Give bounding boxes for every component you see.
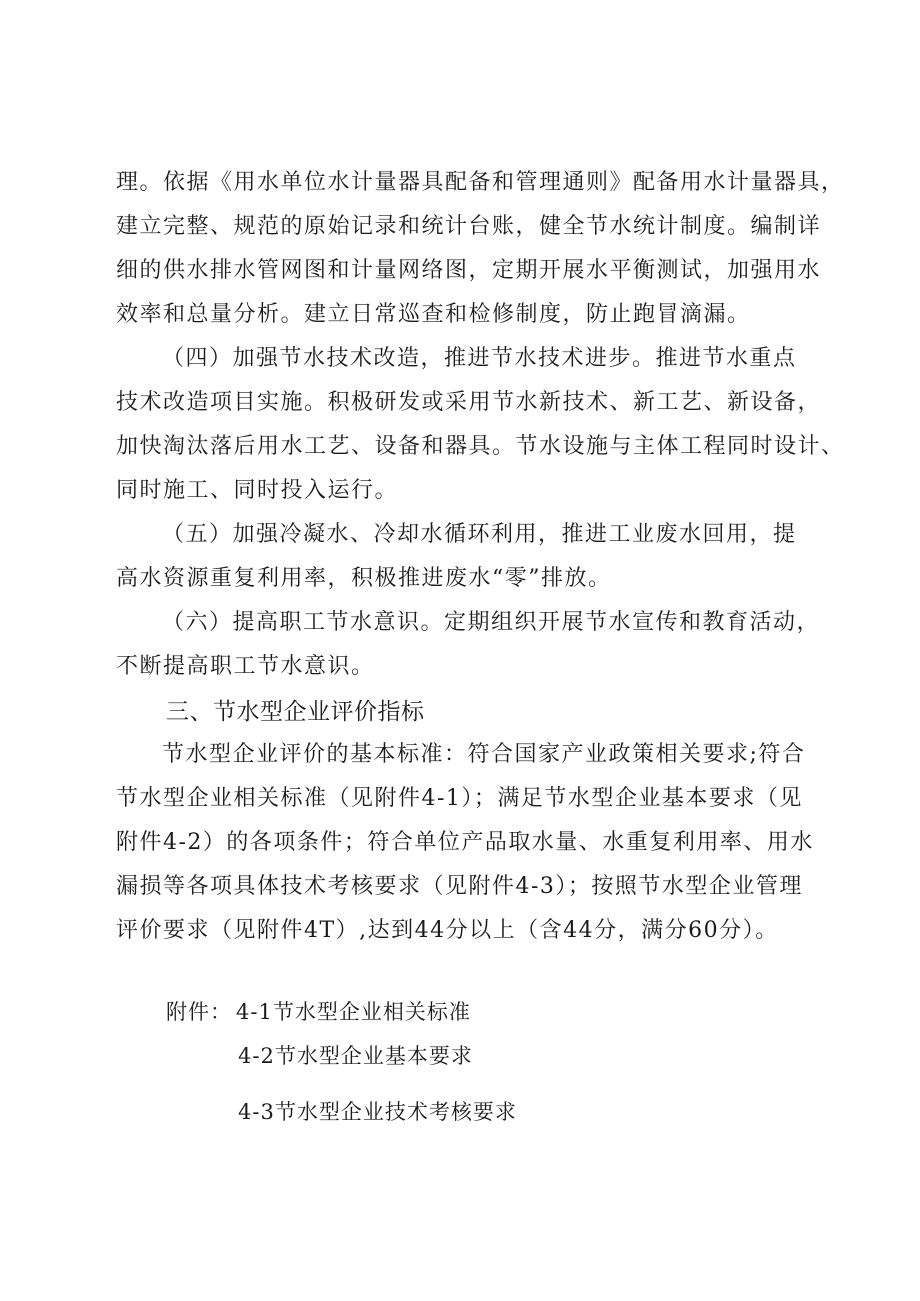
attachment-item: 4-1节水型企业相关标准 [236,1000,471,1024]
item-four-line: （四）加强节水技术改造，推进节水技术进步。推进节水重点 [162,346,797,371]
section-three-line: 节水型企业评价的基本标准：符合国家产业政策相关要求;符合 [162,742,806,767]
section-three-line: 节水型企业相关标准（见附件4-1）；满足节水型企业基本要求（见 [116,786,803,811]
section-heading: 三、节水型企业评价指标 [166,699,425,725]
section-three-line: 附件4-2）的各项条件；符合单位产品取水量、水重复利用率、用水 [116,830,814,855]
paragraph-line: 效率和总量分析。建立日常巡查和检修制度，防止跑冒滴漏。 [116,302,751,327]
attachment-item: 4-3节水型企业技术考核要求 [238,1100,517,1124]
section-three-line: 评价要求（见附件4T）,达到44分以上（含44分，满分60分）。 [116,918,779,943]
attachments-label: 附件： [166,1000,232,1024]
paragraph-line: 建立完整、规范的原始记录和统计台账，健全节水统计制度。编制详 [116,214,822,239]
paragraph-line: 细的供水排水管网图和计量网络图，定期开展水平衡测试，加强用水 [116,258,822,283]
paragraph-line: 理。依据《用水单位水计量器具配备和管理通则》配备用水计量器具， [116,170,845,195]
item-six-line: （六）提高职工节水意识。定期组织开展节水宣传和教育活动， [162,610,821,635]
item-five-line: （五）加强冷凝水、冷却水循环利用，推进工业废水回用，提 [162,522,797,547]
section-three-line: 漏损等各项具体技术考核要求（见附件4-3）；按照节水型企业管理 [116,874,803,899]
item-six-line: 不断提高职工节水意识。 [116,654,375,679]
item-four-line: 加快淘汰落后用水工艺、设备和器具。节水设施与主体工程同时设计、 [116,434,845,459]
item-four-line: 同时施工、同时投入运行。 [116,478,399,503]
item-five-line: 高水资源重复利用率，积极推进废水“零”排放。 [116,566,612,591]
item-four-line: 技术改造项目实施。积极研发或采用节水新技术、新工艺、新设备， [116,390,822,415]
attachment-item: 4-2节水型企业基本要求 [238,1044,473,1068]
